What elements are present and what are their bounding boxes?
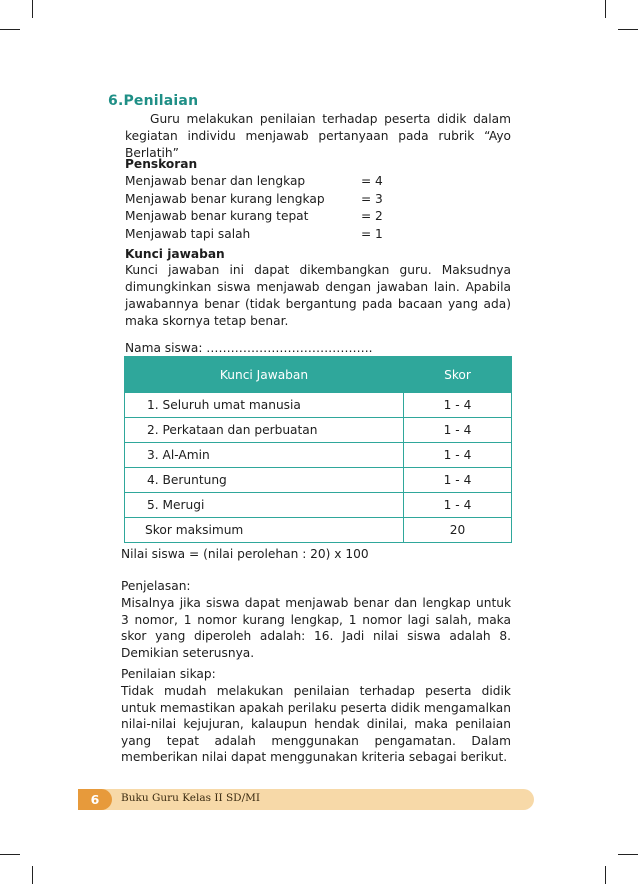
- score-rule: [125, 191, 390, 209]
- book-title: Buku Guru Kelas II SD/MI: [121, 792, 261, 804]
- crop-mark-top-right-h: [618, 29, 638, 30]
- table-cell-score: 1 - 4: [404, 443, 512, 468]
- sikap-label: Penilaian sikap:: [121, 667, 216, 681]
- table-header-row: [125, 357, 512, 393]
- table-cell-score: 1 - 4: [404, 418, 512, 443]
- table-row: [125, 493, 512, 518]
- kunci-label: Kunci jawaban: [125, 247, 225, 261]
- table-cell-max-label: Skor maksimum: [125, 518, 404, 543]
- score-rule: [125, 208, 390, 226]
- score-rule: [125, 226, 390, 244]
- table-row-max: [125, 518, 512, 543]
- table-cell-answer: 5. Merugi: [125, 493, 404, 518]
- score-rule-eq: =: [361, 174, 372, 188]
- page-number-badge: 6: [78, 789, 112, 810]
- table-cell-max-value: 20: [404, 518, 512, 543]
- nilai-formula: Nilai siswa = (nilai perolehan : 20) x 100: [121, 547, 369, 561]
- intro-paragraph: Guru melakukan penilaian terhadap peserta didik dalam kegiatan individu menjawab pertanyaan pada rubrik “Ayo Berlatih”: [125, 112, 511, 160]
- penskoran-label: Penskoran: [125, 157, 198, 171]
- score-rule-label: Menjawab benar dan lengkap: [125, 174, 306, 188]
- score-rule-value: 3: [375, 191, 383, 206]
- table-row: [125, 468, 512, 493]
- table-cell-score: 1 - 4: [404, 468, 512, 493]
- crop-mark-top-left-v: [32, 0, 33, 18]
- table-cell-answer: 2. Perkataan dan perbuatan: [125, 418, 404, 443]
- penjelasan-paragraph: Misalnya jika siswa dapat menjawab benar dan lengkap untuk 3 nomor, 1 nomor kurang lengkap, 1 nomor lagi salah, maka skor yang diperoleh adalah: 16. Jadi nilai siswa adalah 8. Demikian seterusnya.: [121, 596, 511, 660]
- crop-mark-bottom-right-v: [605, 866, 606, 884]
- table-row: [125, 393, 512, 418]
- sikap-paragraph: Tidak mudah melakukan penilaian terhadap peserta didik untuk memastikan apakah perilaku peserta didik mengamalkan nilai-nilai kejujuran, kalaupun hendak dinilai, maka penilaian yang tepat adalah menggunakan pengamatan. Dalam memberikan nilai dapat menggunakan kriteria sebagai berikut.: [121, 684, 511, 764]
- table-header-kunci: Kunci Jawaban: [125, 357, 404, 393]
- score-rule: [125, 173, 390, 191]
- crop-mark-top-right-v: [605, 0, 606, 18]
- table-header-skor: Skor: [404, 357, 512, 393]
- table-cell-answer: 3. Al-Amin: [125, 443, 404, 468]
- table-cell-score: 1 - 4: [404, 393, 512, 418]
- table-row: [125, 418, 512, 443]
- score-rule-eq: =: [361, 209, 372, 223]
- nama-siswa-line: Nama siswa: …………………………………..: [125, 341, 373, 355]
- score-rules: [125, 173, 390, 243]
- penjelasan-label: Penjelasan:: [121, 579, 191, 593]
- score-rule-eq: =: [361, 191, 372, 206]
- table-row: [125, 443, 512, 468]
- score-rule-value: 4: [375, 174, 383, 188]
- score-rule-label: Menjawab benar kurang lengkap: [125, 191, 325, 206]
- score-rule-label: Menjawab tapi salah: [125, 226, 251, 241]
- score-rule-value: 2: [375, 209, 383, 223]
- score-rule-value: 1: [375, 226, 383, 241]
- table-cell-score: 1 - 4: [404, 493, 512, 518]
- table-cell-answer: 1. Seluruh umat manusia: [125, 393, 404, 418]
- crop-mark-bottom-left-v: [32, 866, 33, 884]
- kunci-paragraph: Kunci jawaban ini dapat dikembangkan guru. Maksudnya dimungkinkan siswa menjawab dengan jawaban lain. Apabila jawabannya benar (tidak bergantung pada bacaan yang ada) maka skornya tetap benar.: [125, 263, 511, 328]
- score-rule-label: Menjawab benar kurang tepat: [125, 209, 309, 223]
- section-heading: 6.Penilaian: [108, 93, 199, 109]
- answer-key-table: [124, 356, 512, 543]
- table-cell-answer: 4. Beruntung: [125, 468, 404, 493]
- crop-mark-bottom-right-h: [618, 854, 638, 855]
- crop-mark-top-left-h: [0, 29, 20, 30]
- score-rule-eq: =: [361, 226, 372, 241]
- crop-mark-bottom-left-h: [0, 854, 20, 855]
